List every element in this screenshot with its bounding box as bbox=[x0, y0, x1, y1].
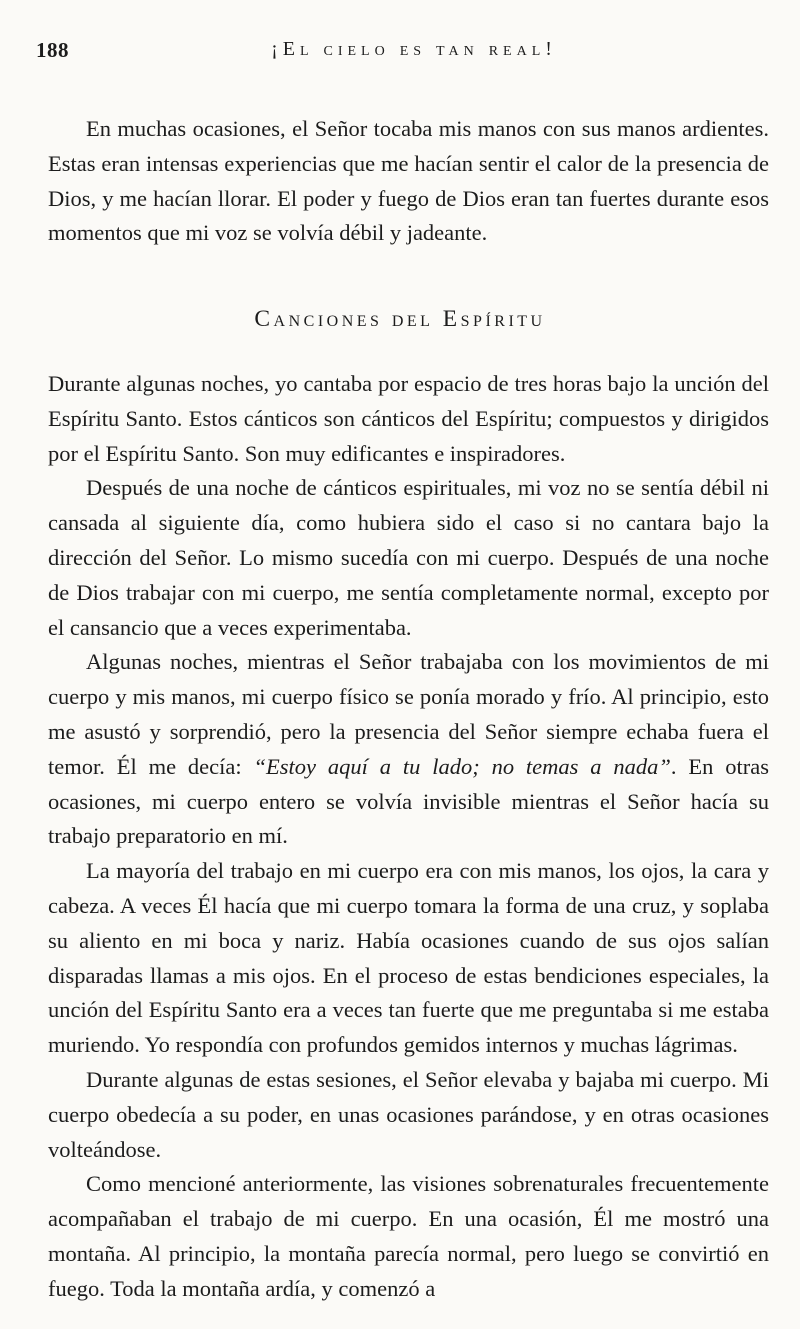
paragraph bbox=[48, 645, 769, 854]
paragraph: Como mencioné anteriormente, las visiones sobrenaturales frecuentemente acompañaban el trabajo de mi cuerpo. En una ocasión, Él me mostró una montaña. Al principio, la montaña parecía normal, pero luego se convirtió en fuego. Toda la montaña ardía, y comenzó a bbox=[48, 1171, 769, 1301]
quoted-speech: “Estoy aquí a tu lado; no temas a nada” bbox=[253, 753, 671, 779]
paragraph-text: Algunas noches, mientras el Señor trabajaba con los movimientos de mi cuerpo y mis manos, mi cuerpo físico se ponía morado y frío. Al principio, esto me asustó y sorprendió, pero la presencia del Señor siempre echaba fuera el temor. Él me decía: bbox=[48, 649, 769, 779]
page-number: 188 bbox=[36, 38, 69, 62]
paragraph: Durante algunas noches, yo cantaba por espacio de tres horas bajo la unción del Espíritu Santo. Estos cánticos son cánticos del Espíritu; compuestos y dirigidos por el Espíritu Santo. Son muy edificantes e inspiradores. bbox=[48, 371, 769, 466]
running-title: ¡El cielo es tan real! bbox=[271, 38, 557, 60]
paragraph: En muchas ocasiones, el Señor tocaba mis manos con sus manos ardientes. Estas eran intensas experiencias que me hacían sentir el calor de la presencia de Dios, y me hacían llorar. El poder y fuego de Dios eran tan fuertes durante esos momentos que mi voz se volvía débil y jadeante. bbox=[48, 116, 769, 246]
paragraph-text: . En otras ocasiones, mi cuerpo entero se volvía invisible mientras el Señor hacía su trabajo preparatorio en mí. bbox=[48, 753, 770, 849]
intro-text bbox=[48, 112, 769, 251]
paragraph: Después de una noche de cánticos espirituales, mi voz no se sentía débil ni cansada al siguiente día, como hubiera sido el caso si no cantara bajo la dirección del Señor. Lo mismo sucedía con mi cuerpo. Después de una noche de Dios trabajar con mi cuerpo, me sentía completamente normal, excepto por el cansancio que a veces experimentaba. bbox=[48, 475, 769, 640]
section-heading: Canciones del Espíritu bbox=[254, 306, 546, 332]
section-text bbox=[48, 367, 769, 1307]
paragraph: Durante algunas de estas sesiones, el Señor elevaba y bajaba mi cuerpo. Mi cuerpo obedecía a su poder, en unas ocasiones parándose, y en otras ocasiones volteándose. bbox=[48, 1066, 769, 1162]
paragraph: La mayoría del trabajo en mi cuerpo era con mis manos, los ojos, la cara y cabeza. A veces Él hacía que mi cuerpo tomara la forma de una cruz, y soplaba su aliento en mi boca y nariz. Había ocasiones cuando de sus ojos salían disparadas llamas a mis ojos. En el proceso de estas bendiciones especiales, la unción del Espíritu Santo era a veces tan fuerte que me preguntaba si me estaba muriendo. Yo respondía con profundos gemidos internos y muchas lágrimas. bbox=[48, 858, 769, 1058]
